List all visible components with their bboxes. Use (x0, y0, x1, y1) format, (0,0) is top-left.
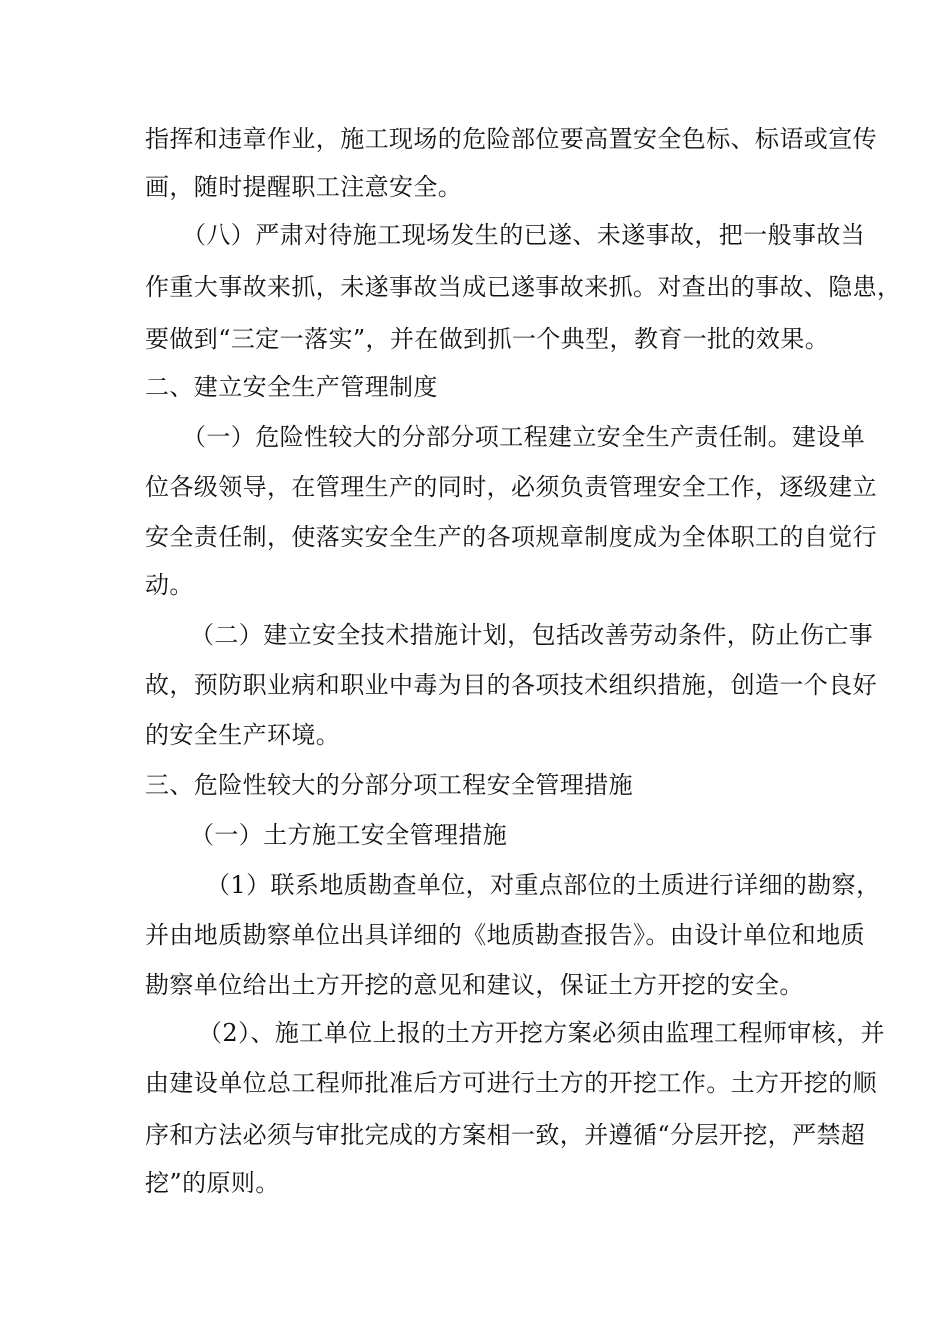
text-line: 勘察单位给出土方开挖的意见和建议，保证土方开挖的安全。 (145, 971, 804, 999)
item-2-start: （2）、施工单位上报的土方开挖方案必须由监理工程师审核，并 (198, 1019, 885, 1047)
section-heading-3: 三、危险性较大的分部分项工程安全管理措施 (145, 771, 633, 799)
text-line: 指挥和违章作业，施工现场的危险部位要高置安全色标、标语或宣传 (145, 125, 877, 153)
section-heading-2: 二、建立安全生产管理制度 (145, 373, 438, 401)
text-line: 位各级领导，在管理生产的同时，必须负责管理安全工作，逐级建立 (145, 473, 877, 501)
text-line: 的安全生产环境。 (145, 721, 341, 749)
text-line: 安全责任制，使落实安全生产的各项规章制度成为全体职工的自觉行 (145, 523, 877, 551)
item-1-start: （1）联系地质勘查单位，对重点部位的土质进行详细的勘察， (206, 871, 881, 899)
text-line: 画，随时提醒职工注意安全。 (145, 173, 463, 201)
text-line: 要做到“三定一落实”，并在做到抓一个典型，教育一批的效果。 (145, 325, 830, 353)
paragraph-start: （二）建立安全技术措施计划，包括改善劳动条件，防止伤亡事 (190, 621, 874, 649)
paragraph-start: （一）危险性较大的分部分项工程建立安全生产责任制。建设单 (182, 423, 866, 451)
text-line: 故，预防职业病和职业中毒为目的各项技术组织措施，创造一个良好 (145, 671, 877, 699)
text-line: 挖”的原则。 (145, 1169, 280, 1197)
text-line: 并由地质勘察单位出具详细的《地质勘查报告》。由设计单位和地质 (145, 921, 865, 949)
text-line: 作重大事故来抓，未遂事故当成已遂事故来抓。对查出的事故、隐患， (145, 273, 902, 301)
text-line: 动。 (145, 571, 194, 599)
text-line: 由建设单位总工程师批准后方可进行土方的开挖工作。土方开挖的顺 (145, 1069, 877, 1097)
paragraph-8-start: （八）严肃对待施工现场发生的已遂、未遂事故，把一般事故当 (182, 221, 866, 249)
subsection-heading: （一）土方施工安全管理措施 (190, 821, 508, 849)
text-line: 序和方法必须与审批完成的方案相一致，并遵循“分层开挖，严禁超 (145, 1121, 866, 1149)
